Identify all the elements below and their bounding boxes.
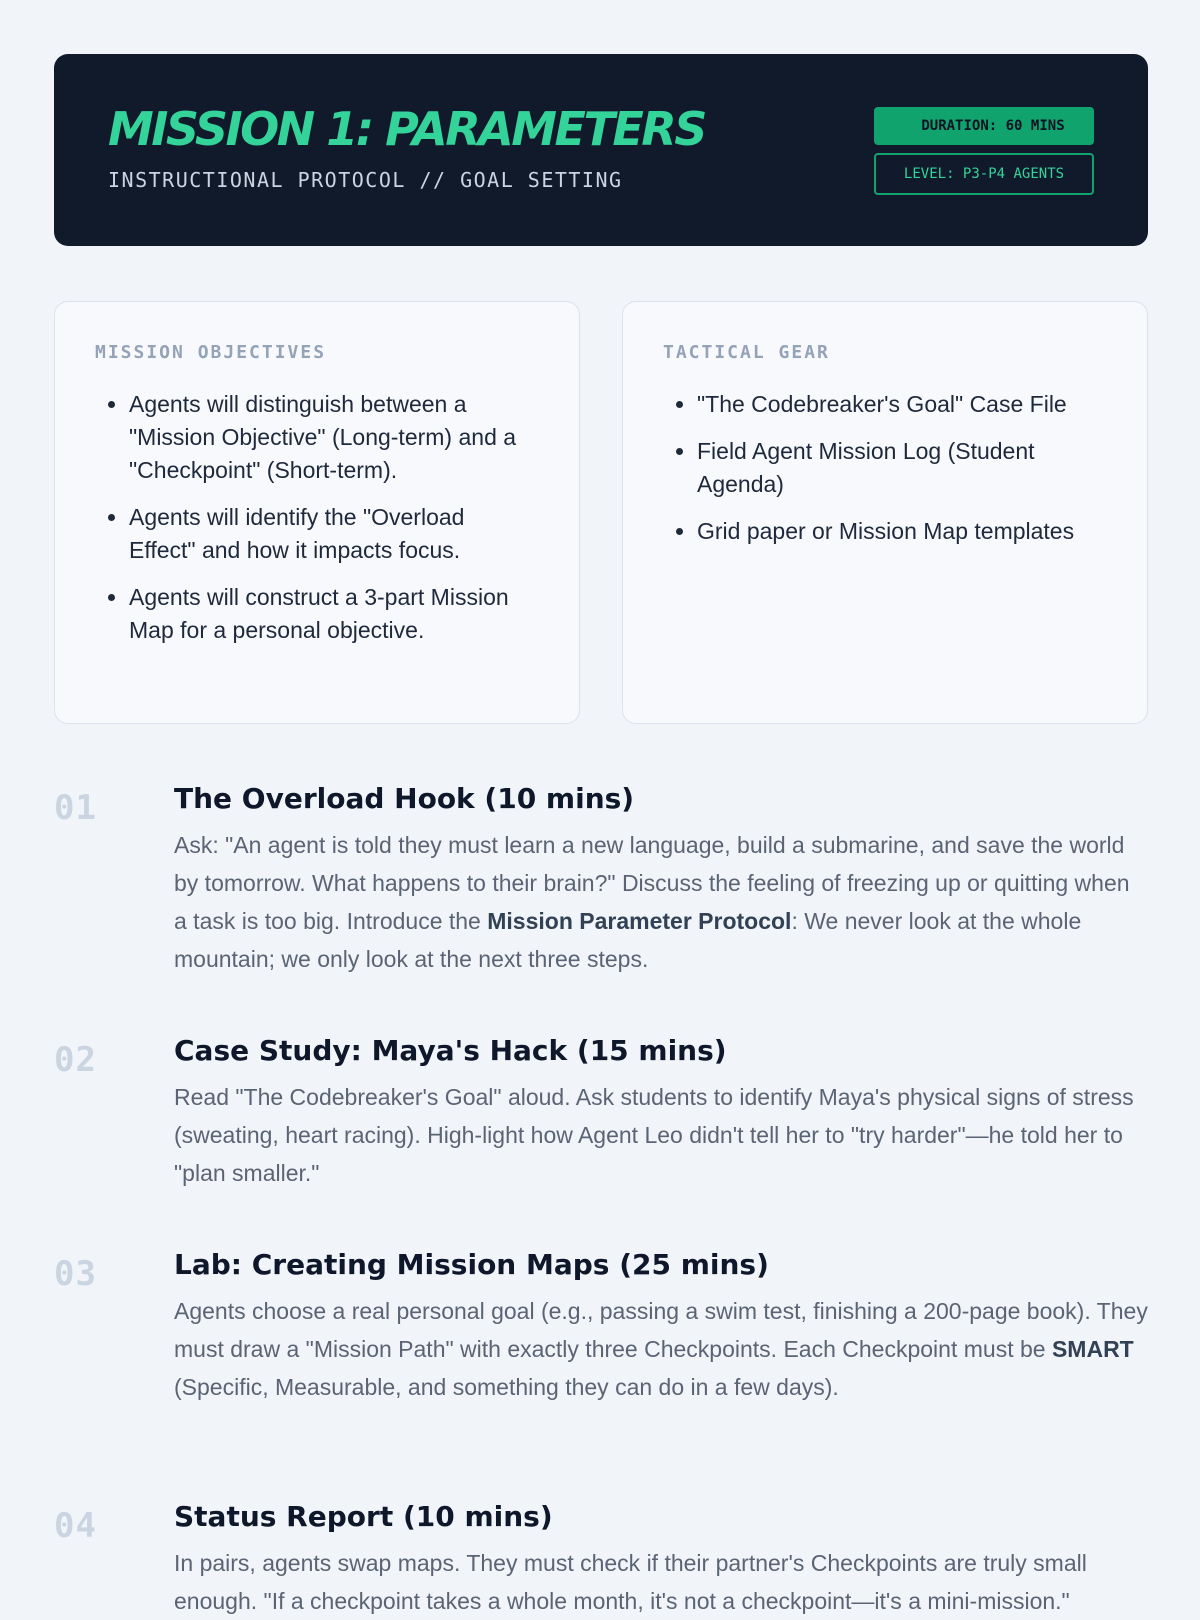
- step-number: 01: [54, 788, 97, 828]
- step-title: Case Study: Maya's Hack (15 mins): [174, 1034, 727, 1067]
- step-text: Ask: "An agent is told they must learn a new language, build a submarine, and save the world by tomorrow. What happens to their brain?" Discuss the feeling of freezing up or quitting when a task is too big. Introduce the: [174, 832, 1130, 934]
- step-title: The Overload Hook (10 mins): [174, 782, 635, 815]
- step-text: (Specific, Measurable, and something they can do in a few days).: [174, 1374, 839, 1400]
- gear-item: • "The Codebreaker's Goal" Case File: [697, 388, 1117, 421]
- gear-heading: TACTICAL GEAR: [663, 342, 830, 363]
- step-description: In pairs, agents swap maps. They must check if their partner's Checkpoints are truly small enough. "If a checkpoint takes a whole month, it's not a checkpoint—it's a mini-mission.": [174, 1550, 1087, 1614]
- gear-card: [622, 301, 1148, 724]
- level-badge: LEVEL: P3-P4 AGENTS: [874, 153, 1094, 195]
- step-text: : We never look at the whole mountain; we only look at the next three steps.: [174, 908, 1082, 972]
- step-description: Read "The Codebreaker's Goal" aloud. Ask students to identify Maya's physical signs of stress (sweating, heart racing). High-light how Agent Leo didn't tell her to "try harder"—he told her to "plan smaller.": [174, 1084, 1134, 1186]
- step-title: Status Report (10 mins): [174, 1500, 553, 1533]
- objectives-card: [54, 301, 580, 724]
- step-description: [174, 826, 1148, 978]
- step-number: 03: [54, 1254, 97, 1294]
- objective-item: • Agents will construct a 3-part Mission Map for a personal objective.: [129, 581, 529, 647]
- step-number: 02: [54, 1040, 97, 1080]
- gear-item: • Grid paper or Mission Map templates: [697, 515, 1117, 548]
- objective-item: • Agents will identify the "Overload Effect" and how it impacts focus.: [129, 501, 529, 567]
- step-number: 04: [54, 1506, 97, 1546]
- objectives-list: [89, 388, 529, 661]
- page-title: MISSION 1: PARAMETERS: [108, 102, 705, 156]
- gear-list: [657, 388, 1117, 562]
- gear-item: • Field Agent Mission Log (Student Agenda): [697, 435, 1117, 501]
- duration-badge: DURATION: 60 MINS: [874, 107, 1094, 145]
- step-emphasis: Mission Parameter Protocol: [487, 908, 792, 934]
- step-title: Lab: Creating Mission Maps (25 mins): [174, 1248, 769, 1281]
- objectives-heading: MISSION OBJECTIVES: [95, 342, 327, 363]
- step-emphasis: SMART: [1051, 1336, 1134, 1362]
- step-description: [174, 1292, 1148, 1406]
- objective-item: • Agents will distinguish between a "Mission Objective" (Long-term) and a "Checkpoint" (Short-term).: [129, 388, 529, 487]
- mission-header: [54, 54, 1148, 246]
- page-subtitle: INSTRUCTIONAL PROTOCOL // GOAL SETTING: [108, 168, 623, 192]
- step-text: Agents choose a real personal goal (e.g., passing a swim test, finishing a 200-page book). They must draw a "Mission Path" with exactly three Checkpoints. Each Checkpoint must be: [174, 1298, 1148, 1362]
